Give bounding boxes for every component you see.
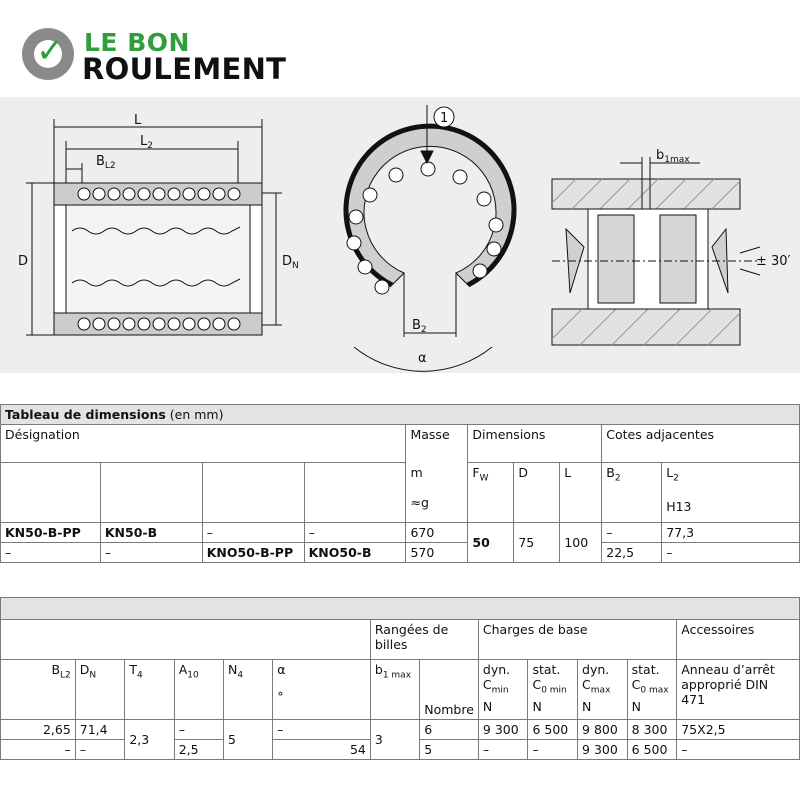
cotes-header: Cotes adjacentes: [602, 425, 800, 463]
cmin-cell: 9 300: [478, 720, 528, 740]
alpha-cell: 54: [273, 740, 371, 760]
dn-cell: –: [75, 740, 125, 760]
l2-cell: 77,3: [662, 523, 800, 543]
designation-cell: KN50-B: [100, 523, 202, 543]
fw-header: $F_W$: [468, 463, 514, 523]
b2-cell: –: [602, 523, 662, 543]
c0min-cell: –: [528, 740, 578, 760]
l2-cell: –: [662, 543, 800, 563]
cross-section-view: [346, 105, 514, 371]
designation-cell: –: [100, 543, 202, 563]
n4-header: $N_4$: [224, 660, 273, 720]
cmax-cell: 9 800: [578, 720, 628, 740]
designation-cell: –: [1, 543, 101, 563]
bl2-header: $B_{L2}$: [1, 660, 76, 720]
rangees-header: Rangées de billes: [370, 620, 478, 660]
masse-header: Masse: [406, 425, 468, 463]
side-view: [26, 119, 282, 335]
masse-cell: 670: [406, 523, 468, 543]
loads-table: [0, 597, 800, 760]
masse-m-header: m: [410, 464, 423, 480]
designation-header: Désignation: [1, 425, 406, 463]
l-cell: 100: [560, 523, 602, 563]
dimensions-header: Dimensions: [468, 425, 602, 463]
nombre-cell: 6: [420, 720, 479, 740]
c0min-header: stat. $C_{0 min}$ N: [528, 660, 578, 720]
dn-header: $D_N$: [75, 660, 125, 720]
alpha-cell: –: [273, 720, 371, 740]
cmin-cell: –: [478, 740, 528, 760]
alpha-header: α °: [273, 660, 371, 720]
t4-header: $T_4$: [125, 660, 174, 720]
accessoires-header: Accessoires: [677, 620, 800, 660]
d-header: D: [514, 463, 560, 523]
dim-L-label: L: [134, 113, 142, 128]
c0max-cell: 6 500: [627, 740, 677, 760]
dimensions-table: [0, 404, 800, 563]
dim-B2-label: $B_2$: [412, 318, 427, 335]
n4-cell: 5: [224, 720, 273, 760]
bl2-cell: 2,65: [1, 720, 76, 740]
dim-DN-label: $D_N$: [282, 254, 299, 271]
d-cell: 75: [514, 523, 560, 563]
dim-BL2-label: $B_{L2}$: [96, 154, 116, 171]
l-header: L: [560, 463, 602, 523]
cmax-cell: 9 300: [578, 740, 628, 760]
designation-cell: KN50-B-PP: [1, 523, 101, 543]
c0max-cell: 8 300: [627, 720, 677, 740]
cmax-header: dyn. $C_{max}$ N: [578, 660, 628, 720]
drawing-svg: [0, 97, 800, 373]
designation-cell: KNO50-B: [304, 543, 406, 563]
fw-cell: 50: [468, 523, 514, 563]
bl2-cell: –: [1, 740, 76, 760]
dim-b1max-label: $b_{1max}$: [656, 148, 690, 165]
accessory-cell: –: [677, 740, 800, 760]
a10-cell: 2,5: [174, 740, 223, 760]
a10-cell: –: [174, 720, 223, 740]
charges-header: Charges de base: [478, 620, 676, 660]
accessory-cell: 75X2,5: [677, 720, 800, 740]
designation-cell: –: [202, 523, 304, 543]
masse-cell: 570: [406, 543, 468, 563]
table-row: [1, 543, 800, 563]
b2-header: $B_2$: [602, 463, 662, 523]
table-row: [1, 523, 800, 543]
a10-header: $A_{10}$: [174, 660, 223, 720]
dim-L2-label: $L_2$: [140, 134, 153, 151]
table-title: Tableau de dimensions: [5, 407, 166, 422]
brand-line2: ROULEMENT: [82, 52, 287, 86]
dim-D-label: D: [18, 254, 29, 269]
b1max-header: $b_{1 max}$: [370, 660, 419, 720]
technical-drawing: [0, 97, 800, 373]
angle-label: ± 30′: [756, 254, 791, 269]
masse-unit-header: ≈g: [410, 494, 429, 510]
marker-1-label: 1: [440, 111, 449, 126]
l2-header: $L_2$ H13: [662, 463, 800, 523]
c0max-header: stat. $C_{0 max}$ N: [627, 660, 677, 720]
designation-cell: KNO50-B-PP: [202, 543, 304, 563]
nombre-cell: 5: [420, 740, 479, 760]
housing-view: [552, 157, 760, 345]
dn-cell: 71,4: [75, 720, 125, 740]
c0min-cell: 6 500: [528, 720, 578, 740]
anneau-header: Anneau d’arrêt approprié DIN 471: [677, 660, 800, 720]
checkmark-icon: ✓: [36, 31, 65, 71]
alpha-label: α: [418, 351, 427, 366]
table-row: [1, 720, 800, 740]
t4-cell: 2,3: [125, 720, 174, 760]
nombre-header: Nombre: [420, 660, 479, 720]
b1max-cell: 3: [370, 720, 419, 760]
b2-cell: 22,5: [602, 543, 662, 563]
brand-line1: LE BON: [84, 28, 190, 57]
cmin-header: dyn. $C_{min}$ N: [478, 660, 528, 720]
brand-logo: [22, 26, 312, 86]
designation-cell: –: [304, 523, 406, 543]
table-title-note: (en mm): [165, 407, 224, 422]
